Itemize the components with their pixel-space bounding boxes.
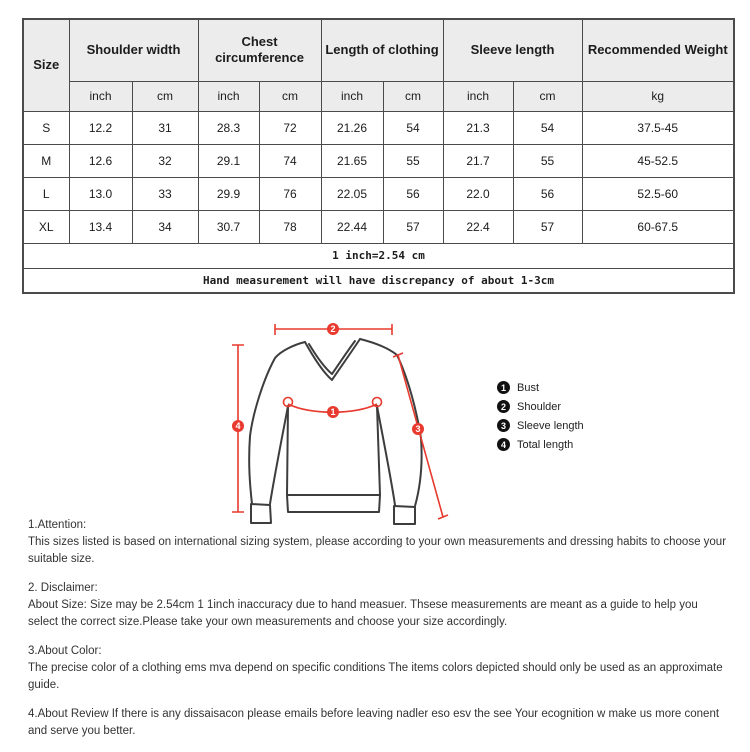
table-cell: 28.3 — [198, 111, 259, 144]
table-cell: 13.0 — [69, 177, 132, 210]
table-cell: 54 — [513, 111, 582, 144]
marker-sleeve: 3 — [415, 424, 421, 434]
unit-header: inch — [198, 81, 259, 111]
table-note-row — [23, 243, 734, 268]
table-cell: 31 — [132, 111, 198, 144]
measurement-markers — [232, 323, 424, 435]
legend-label: Sleeve length — [517, 419, 584, 432]
table-cell: 56 — [513, 177, 582, 210]
table-cell: 78 — [259, 210, 321, 243]
unit-header: inch — [443, 81, 513, 111]
diagram-legend — [497, 381, 584, 457]
section-heading: 1.Attention: — [28, 519, 87, 531]
table-cell: 72 — [259, 111, 321, 144]
table-cell: 12.6 — [69, 144, 132, 177]
table-cell: 21.65 — [321, 144, 383, 177]
row-header-size: S — [23, 111, 69, 144]
row-header-size: M — [23, 144, 69, 177]
legend-label: Bust — [517, 381, 540, 394]
table-cell: 32 — [132, 144, 198, 177]
table-cell: 22.0 — [443, 177, 513, 210]
col-header-chest-circumference: Chest circumference — [198, 19, 321, 81]
table-cell: 21.7 — [443, 144, 513, 177]
table-cell: 29.1 — [198, 144, 259, 177]
table-cell: 22.05 — [321, 177, 383, 210]
table-cell: 60-67.5 — [582, 210, 734, 243]
size-table — [22, 18, 735, 294]
table-row — [23, 210, 734, 243]
header-row-groups — [23, 19, 734, 81]
table-note: Hand measurement will have discrepancy of about 1-3cm — [23, 268, 734, 293]
legend-number-icon: 3 — [497, 419, 510, 432]
table-cell: 22.4 — [443, 210, 513, 243]
sleeve-measure-line — [393, 353, 448, 519]
unit-header: kg — [582, 81, 734, 111]
table-note: 1 inch=2.54 cm — [23, 243, 734, 268]
table-row — [23, 144, 734, 177]
table-cell: 52.5-60 — [582, 177, 734, 210]
row-header-size: L — [23, 177, 69, 210]
section-body: About Size: Size may be 2.54cm 1 1inch inaccuracy due to hand measuer. Thsese measurements are meant as a guide to help you select the correct size.Please take your own measurements and choose your size accordingly. — [28, 599, 698, 628]
marker-bust: 1 — [330, 407, 336, 417]
table-cell: 30.7 — [198, 210, 259, 243]
section-body: 4.About Review If there is any dissaisacon please emails before leaving nadler eso esv the see Your ecognition w make us more conent and serve you better. — [28, 708, 720, 737]
col-header-shoulder-width: Shoulder width — [69, 19, 198, 81]
size-table-header — [23, 19, 734, 111]
table-cell: 37.5-45 — [582, 111, 734, 144]
table-row — [23, 177, 734, 210]
table-cell: 45-52.5 — [582, 144, 734, 177]
legend-label: Total length — [517, 438, 574, 451]
measurement-lines — [232, 324, 448, 519]
col-header-length-of-clothing: Length of clothing — [321, 19, 443, 81]
unit-header: cm — [132, 81, 198, 111]
section-about-color — [28, 643, 728, 694]
table-row — [23, 111, 734, 144]
table-cell: 34 — [132, 210, 198, 243]
section-disclaimer — [28, 580, 728, 631]
size-table-body — [23, 111, 734, 243]
header-row-units — [23, 81, 734, 111]
legend-item-bust — [497, 381, 584, 394]
col-header-sleeve-length: Sleeve length — [443, 19, 582, 81]
table-cell: 76 — [259, 177, 321, 210]
section-heading: 2. Disclaimer: — [28, 582, 98, 594]
table-cell: 13.4 — [69, 210, 132, 243]
section-body: This sizes listed is based on international sizing system, please according to your own measurements and dressing habits to choose your suitable size. — [28, 536, 727, 565]
size-table-notes — [23, 243, 734, 293]
table-cell: 21.3 — [443, 111, 513, 144]
col-header-size: Size — [23, 19, 69, 111]
table-cell: 21.26 — [321, 111, 383, 144]
table-cell: 74 — [259, 144, 321, 177]
row-header-size: XL — [23, 210, 69, 243]
section-body: The precise color of a clothing ems mva depend on specific conditions The items colors depicted should only be used as an approximate guide. — [28, 662, 723, 691]
legend-item-sleeve-length — [497, 419, 584, 432]
marker-shoulder: 2 — [330, 324, 336, 334]
table-cell: 12.2 — [69, 111, 132, 144]
table-cell: 29.9 — [198, 177, 259, 210]
legend-label: Shoulder — [517, 400, 562, 413]
table-note-row — [23, 268, 734, 293]
table-cell: 57 — [383, 210, 443, 243]
sweater-diagram — [225, 318, 475, 533]
table-cell: 22.44 — [321, 210, 383, 243]
unit-header: inch — [69, 81, 132, 111]
unit-header: inch — [321, 81, 383, 111]
table-cell: 54 — [383, 111, 443, 144]
marker-total-length: 4 — [235, 421, 241, 431]
sweater-outline-icon — [249, 339, 421, 524]
unit-header: cm — [383, 81, 443, 111]
legend-item-shoulder — [497, 400, 584, 413]
table-cell: 33 — [132, 177, 198, 210]
section-about-review — [28, 706, 728, 740]
col-header-recommended-weight: Recommended Weight — [582, 19, 734, 81]
notes-sections — [28, 517, 728, 752]
unit-header: cm — [513, 81, 582, 111]
legend-number-icon: 4 — [497, 438, 510, 451]
table-cell: 57 — [513, 210, 582, 243]
legend-number-icon: 2 — [497, 400, 510, 413]
unit-header: cm — [259, 81, 321, 111]
section-attention — [28, 517, 728, 568]
table-cell: 55 — [383, 144, 443, 177]
table-cell: 56 — [383, 177, 443, 210]
table-cell: 55 — [513, 144, 582, 177]
legend-item-total-length — [497, 438, 584, 451]
section-heading: 3.About Color: — [28, 645, 102, 657]
legend-number-icon: 1 — [497, 381, 510, 394]
